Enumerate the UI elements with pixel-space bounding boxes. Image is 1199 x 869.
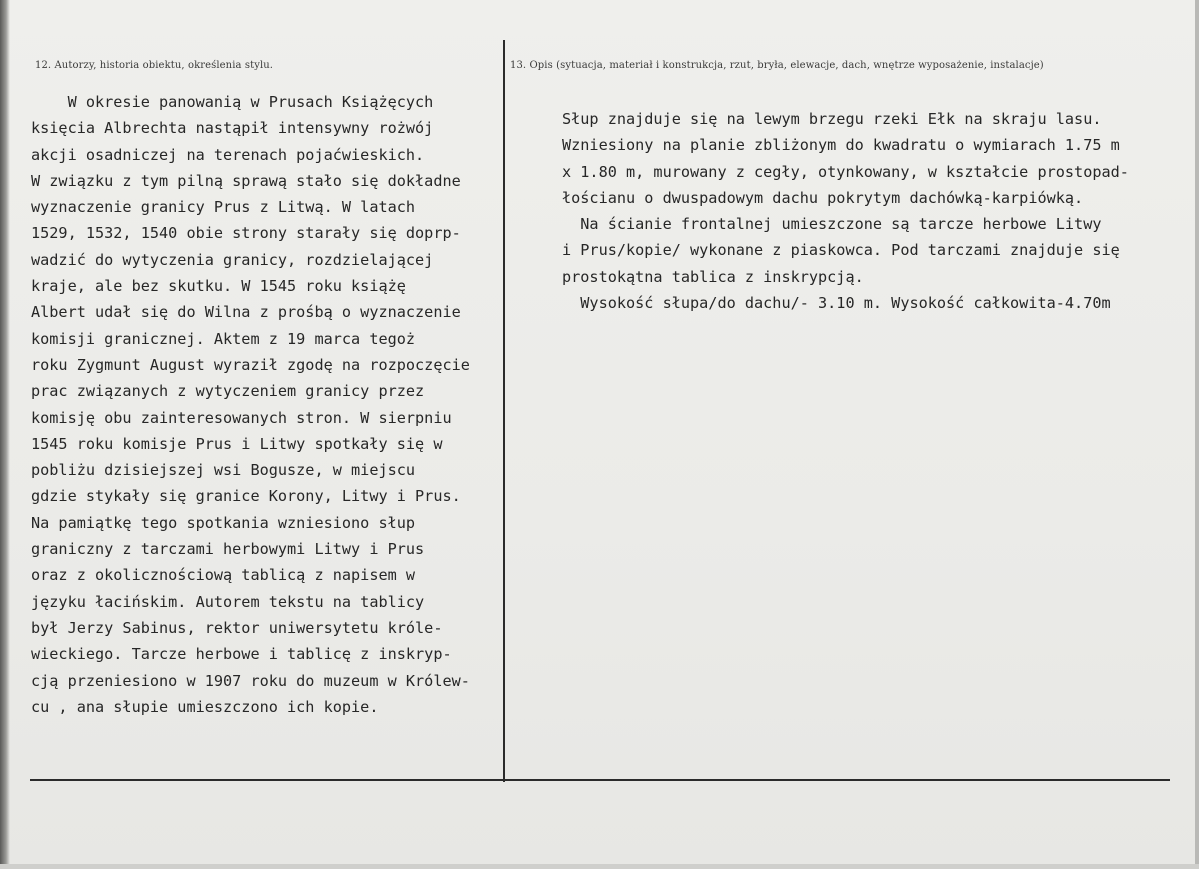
scan-edge-bottom [0, 864, 1199, 869]
text-line: wyznaczenie granicy Prus z Litwą. W latach [31, 198, 416, 217]
text-line: oraz z okolicznościową tablicą z napisem w [31, 566, 416, 585]
scan-edge-left [0, 0, 10, 869]
text-line: Na pamiątkę tego spotkania wzniesiono słup [31, 513, 416, 532]
text-line: był Jerzy Sabinus, rektor uniwersytetu króle- [31, 618, 443, 637]
text-line: księcia Albrechta nastąpił intensywny rożwój [31, 119, 434, 138]
text-line: Albert udał się do Wilna z prośbą o wyznaczenie [31, 303, 461, 322]
text-line: prostokątna tablica z inskrypcją. [562, 267, 864, 286]
section-12-heading: 12. Autorzy, historia obiektu, określenia stylu. [35, 60, 274, 71]
text-line: W związku z tym pilną sprawą stało się dokładne [31, 171, 461, 190]
text-line: Słup znajduje się na lewym brzegu rzeki Ełk na skraju lasu. [562, 110, 1102, 128]
text-line: prac związanych z wytyczeniem granicy przez [31, 382, 425, 401]
text-line: graniczny z tarczami herbowymi Litwy i Prus [31, 540, 425, 559]
text-line: wieckiego. Tarcze herbowe i tablicę z inskryp- [31, 645, 452, 664]
text-line: akcji osadniczej na terenach pojaćwieskich. [31, 145, 425, 164]
section-13-heading: 13. Opis (sytuacja, materiał i konstrukcja, rzut, bryła, elewacje, dach, wnętrze wyposażenie, instalacje) [510, 60, 1044, 71]
text-line: gdzie stykały się granice Korony, Litwy i Prus. [31, 487, 461, 506]
text-line: łościanu o dwuspadowym dachu pokrytym dachówką-karpiówką. [562, 188, 1084, 207]
text-line: Na ścianie frontalnej umieszczone są tarcze herbowe Litwy [562, 215, 1102, 234]
text-line: komisję obu zainteresowanych stron. W sierpniu [31, 408, 452, 427]
text-line: 1545 roku komisje Prus i Litwy spotkały się w [31, 434, 443, 453]
text-line: roku Zygmunt August wyraził zgodę na rozpoczęcie [31, 355, 470, 374]
section-13-body [562, 106, 1196, 316]
text-line: cu , ana słupie umieszczono ich kopie. [31, 697, 379, 716]
text-line: języku łacińskim. Autorem tekstu na tablicy [31, 592, 425, 611]
text-line: Wzniesiony na planie zbliżonym do kwadratu o wymiarach 1.75 m [562, 136, 1120, 155]
text-line: i Prus/kopie/ wykonane z piaskowca. Pod tarczami znajduje się [562, 241, 1120, 260]
column-divider [503, 40, 505, 782]
text-line: wadzić do wytyczenia granicy, rozdzielającej [31, 250, 434, 269]
text-line: komisji granicznej. Aktem z 19 marca tegoż [31, 329, 416, 348]
text-line: Wysokość słupa/do dachu/- 3.10 m. Wysokość całkowita-4.70m [562, 294, 1111, 313]
section-12-body [31, 89, 470, 720]
text-line: pobliżu dzisiejszej wsi Bogusze, w miejscu [31, 461, 416, 480]
text-line: W okresie panowanią w Prusach Książęcych [31, 93, 434, 111]
text-line: kraje, ale bez skutku. W 1545 roku książę [31, 277, 406, 296]
bottom-rule [30, 779, 1170, 781]
text-line: cją przeniesiono w 1907 roku do muzeum w Królew- [31, 671, 470, 690]
text-line: x 1.80 m, murowany z cegły, otynkowany, w kształcie prostopad- [562, 162, 1129, 181]
text-line: 1529, 1532, 1540 obie strony starały się doprp- [31, 224, 461, 243]
